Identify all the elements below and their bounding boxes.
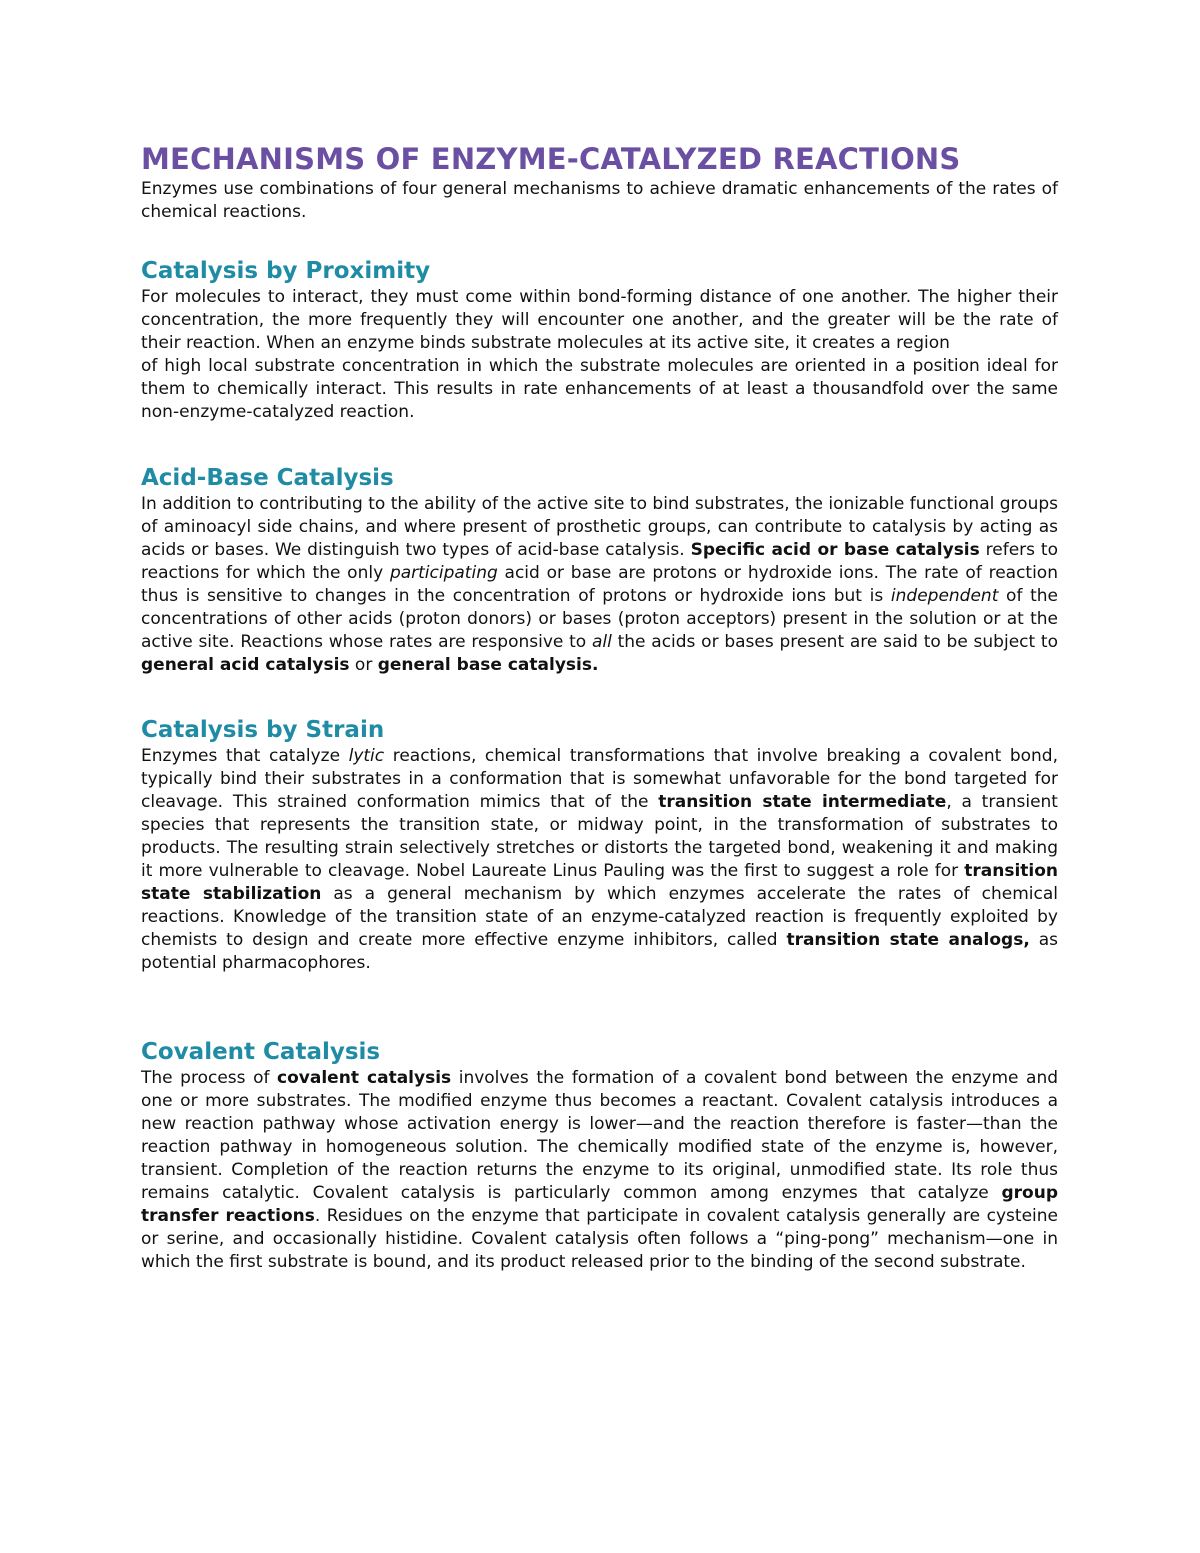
section-heading-strain: Catalysis by Strain [141, 717, 385, 743]
emphasis-lytic: lytic [348, 746, 385, 766]
acid-base-text-1: In addition to contributing to the ability of the active site to bind substrates, the ionizable functional groups of aminoacyl side chains, and where present of prosthetic groups, can contribute to catalysis by acting as acids or bases. We distinguish two types of acid-base catalysis. [141, 494, 1058, 560]
section-heading-acid-base: Acid-Base Catalysis [141, 465, 394, 491]
covalent-text-3: . Residues on the enzyme that participate in covalent catalysis generally are cysteine or serine, and occasionally histidine. Covalent catalysis often follows a “ping-pong” mechanism—one in which the first substrate is bound, and its product released prior to the binding of the second substrate. [141, 1206, 1058, 1272]
proximity-text-part-2: of high local substrate concentration in which the substrate molecules are oriented in a position ideal for them to chemically interact. This results in rate enhancements of at least a thousandfold over the same non-enzyme-catalyzed reaction. [141, 356, 1058, 422]
covalent-text-2: involves the formation of a covalent bond between the enzyme and one or more substrates. The modified enzyme thus becomes a reactant. Covalent catalysis introduces a new reaction pathway whose activation energy is lower—and the reaction therefore is faster—than the reaction pathway in homogeneous solution. The chemically modified state of the enzyme is, however, transient. Completion of the reaction returns the enzyme to its original, unmodified state. Its role thus remains catalytic. Covalent catalysis is particularly common among enzymes that catalyze [141, 1068, 1059, 1203]
strain-text-4: as a general mechanism by which enzymes accelerate the rates of chemical reactions. Knowledge of the transition state of an enzyme-catalyzed reaction is frequently exploited by chemists to design and create more effective enzyme inhibitors, called [141, 884, 1058, 950]
term-transition-state-analogs: transition state analogs, [786, 930, 1030, 950]
section-body-acid-base [141, 493, 1058, 677]
acid-base-text-6: or [349, 655, 378, 675]
term-transition-state-intermediate: transition state intermediate [658, 792, 947, 812]
emphasis-participating: participating [389, 563, 498, 583]
emphasis-all: all [591, 632, 612, 652]
term-transition-state-stabilization: transition state stabilization [141, 861, 1058, 904]
section-strain [141, 715, 1058, 975]
term-general-acid-catalysis: general acid catalysis [141, 655, 350, 675]
emphasis-independent: independent [890, 586, 999, 606]
acid-base-text-3: acid or base are protons or hydroxide ions. The rate of reaction thus is sensitive to changes in the concentration of protons or hydroxide ions but is [141, 563, 1058, 606]
term-group-transfer-reactions: group transfer reactions [141, 1183, 1058, 1226]
section-heading-covalent: Covalent Catalysis [141, 1039, 381, 1065]
section-body-proximity [141, 286, 1058, 424]
strain-text-1: Enzymes that catalyze [141, 746, 349, 766]
section-proximity [141, 256, 1058, 424]
section-covalent [141, 1037, 1058, 1274]
term-covalent-catalysis: covalent catalysis [277, 1068, 452, 1088]
proximity-text-part-1: For molecules to interact, they must come within bond-forming distance of one another. The higher their concentration, the more frequently they will encounter one another, and the greater will be the rate of their reaction. When an enzyme binds substrate molecules at its active site, it creates a region [141, 287, 1058, 353]
term-general-base-catalysis: general base catalysis. [377, 655, 599, 675]
strain-text-2: reactions, chemical transformations that involve breaking a covalent bond, typically bind their substrates in a conformation that is somewhat unfavorable for the bond targeted for cleavage. This strained conformation mimics that of the [141, 746, 1058, 812]
section-acid-base [141, 463, 1058, 677]
covalent-text-1: The process of [141, 1068, 278, 1088]
document-page [141, 140, 1058, 1274]
section-body-covalent [141, 1067, 1058, 1274]
acid-base-text-4: of the concentrations of other acids (proton donors) or bases (proton acceptors) present in the solution or at the active site. Reactions whose rates are responsive to [141, 586, 1058, 652]
strain-text-5: as potential pharmacophores. [141, 930, 1058, 973]
document-title: MECHANISMS OF ENZYME-CATALYZED REACTIONS [141, 142, 961, 176]
strain-text-3: , a transient species that represents the transition state, or midway point, in the transformation of substrates to products. The resulting strain selectively stretches or distorts the targeted bond, weakening it and making it more vulnerable to cleavage. Nobel Laureate Linus Pauling was the first to suggest a role for [141, 792, 1058, 881]
acid-base-text-2: refers to reactions for which the only [141, 540, 1058, 583]
section-heading-proximity: Catalysis by Proximity [141, 258, 431, 284]
acid-base-text-5: the acids or bases present are said to be subject to [611, 632, 1059, 652]
section-body-strain [141, 745, 1058, 975]
intro-paragraph: Enzymes use combinations of four general mechanisms to achieve dramatic enhancements of the rates of chemical reactions. [141, 179, 1058, 222]
term-specific-acid-base-catalysis: Specific acid or base catalysis [690, 540, 980, 560]
